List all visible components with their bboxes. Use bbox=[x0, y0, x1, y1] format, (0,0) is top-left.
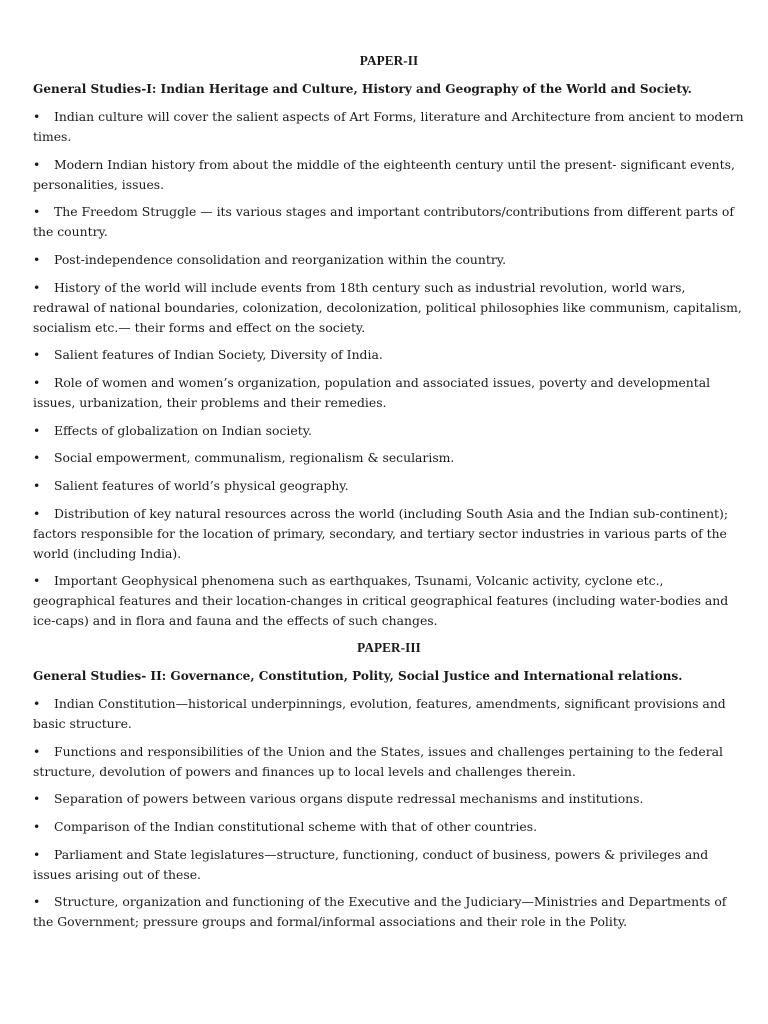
bullet-icon: • bbox=[33, 109, 41, 124]
list-item bbox=[33, 421, 745, 441]
list-item-text: Parliament and State legislatures—structure, functioning, conduct of business, powers & privileges and issues arising out of these. bbox=[33, 846, 709, 882]
bullet-icon: • bbox=[33, 477, 41, 493]
paper-iii-heading: General Studies- II: Governance, Constitution, Polity, Social Justice and International relations. bbox=[33, 669, 683, 684]
list-item-text: Post-independence consolidation and reorganization within the country. bbox=[54, 252, 507, 268]
bullet-icon: • bbox=[33, 450, 41, 466]
list-item-text: Role of women and women’s organization, population and associated issues, poverty and developmental issues, urbanization, their problems and their remedies. bbox=[33, 375, 711, 411]
list-item bbox=[33, 278, 745, 338]
list-item-text: Salient features of world’s physical geography. bbox=[54, 477, 349, 493]
paper-ii-title: PAPER-II bbox=[359, 53, 419, 68]
list-item bbox=[33, 476, 745, 496]
list-item-text: Social empowerment, communalism, regionalism & secularism. bbox=[54, 450, 455, 466]
bullet-icon: • bbox=[33, 743, 41, 759]
paper-iii-topic-list bbox=[33, 694, 745, 932]
list-item-text: Structure, organization and functioning of the Executive and the Judiciary—Ministries and Departments of the Government; pressure groups and formal/informal associations and their role in the Polity. bbox=[33, 894, 727, 930]
bullet-icon: • bbox=[33, 204, 41, 220]
bullet-icon: • bbox=[33, 279, 41, 295]
list-item-text: Distribution of key natural resources across the world (including South Asia and the Indian sub-continent); factors responsible for the location of primary, secondary, and tertiary sector industries in various parts of the world (including India). bbox=[33, 505, 729, 561]
list-item-text: Important Geophysical phenomena such as earthquakes, Tsunami, Volcanic activity, cyclone etc., geographical features and their location-changes in critical geographical features (including water-bodies and ice-caps) and in flora and fauna and the effects of such changes. bbox=[33, 573, 729, 629]
list-item bbox=[33, 373, 745, 413]
list-item bbox=[33, 845, 745, 885]
bullet-icon: • bbox=[33, 156, 41, 172]
bullet-icon: • bbox=[33, 846, 41, 862]
bullet-icon: • bbox=[33, 819, 41, 835]
bullet-icon: • bbox=[33, 375, 41, 391]
list-item-text: Separation of powers between various organs dispute redressal mechanisms and institutions. bbox=[54, 791, 644, 807]
bullet-icon: • bbox=[33, 347, 41, 363]
paper-ii-topic-list bbox=[33, 107, 745, 632]
bullet-icon: • bbox=[33, 791, 41, 807]
list-item-text: Functions and responsibilities of the Union and the States, issues and challenges pertaining to the federal structure, devolution of powers and finances up to local levels and challenges therein. bbox=[33, 743, 723, 779]
list-item-text: Effects of globalization on Indian society. bbox=[54, 422, 312, 438]
list-item bbox=[33, 504, 745, 564]
list-item-text: Salient features of Indian Society, Diversity of India. bbox=[54, 347, 383, 363]
list-item bbox=[33, 202, 745, 242]
bullet-icon: • bbox=[33, 894, 41, 910]
bullet-icon: • bbox=[33, 252, 41, 268]
list-item bbox=[33, 107, 745, 147]
bullet-icon: • bbox=[33, 422, 41, 438]
list-item bbox=[33, 789, 745, 809]
list-item bbox=[33, 694, 745, 734]
list-item bbox=[33, 250, 745, 270]
list-item bbox=[33, 742, 745, 782]
list-item bbox=[33, 345, 745, 365]
list-item-text: Indian culture will cover the salient aspects of Art Forms, literature and Architecture from ancient to modern times. bbox=[33, 109, 744, 145]
bullet-icon: • bbox=[33, 696, 41, 712]
paper-ii-section bbox=[33, 52, 745, 632]
paper-ii-heading: General Studies-I: Indian Heritage and Culture, History and Geography of the World and Society. bbox=[33, 82, 692, 96]
list-item bbox=[33, 892, 745, 932]
document-page bbox=[33, 52, 745, 940]
list-item-text: Indian Constitution—historical underpinnings, evolution, features, amendments, significant provisions and basic structure. bbox=[33, 696, 726, 732]
paper-iii-section bbox=[33, 639, 745, 932]
list-item-text: Modern Indian history from about the middle of the eighteenth century until the present- significant events, personalities, issues. bbox=[33, 156, 735, 192]
list-item bbox=[33, 155, 745, 195]
list-item bbox=[33, 571, 745, 631]
list-item bbox=[33, 448, 745, 468]
list-item bbox=[33, 817, 745, 837]
bullet-icon: • bbox=[33, 505, 41, 521]
list-item-text: History of the world will include events from 18th century such as industrial revolution, world wars, redrawal of national boundaries, colonization, decolonization, political philosophies like communism, capitalism, socialism etc.— their forms and effect on the society. bbox=[33, 279, 742, 335]
paper-iii-title: PAPER-III bbox=[357, 640, 421, 656]
list-item-text: Comparison of the Indian constitutional scheme with that of other countries. bbox=[54, 819, 538, 835]
bullet-icon: • bbox=[33, 573, 41, 589]
list-item-text: The Freedom Struggle — its various stages and important contributors/contributions from different parts of the country. bbox=[33, 204, 734, 240]
